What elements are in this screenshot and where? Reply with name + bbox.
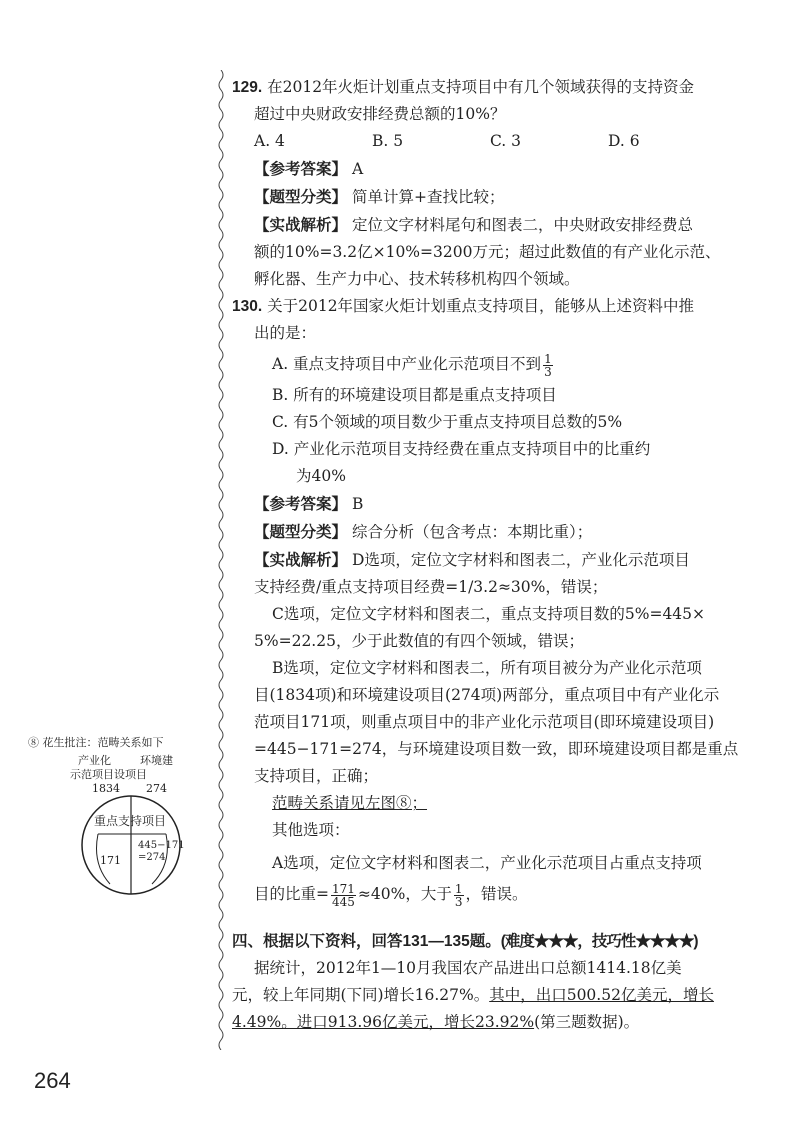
section4-para-line1: 据统计，2012年1—10月我国农产品进出口总额1414.18亿美 xyxy=(254,959,682,977)
venn-calc-line2: =274 xyxy=(138,852,166,863)
venn-count-environment: 274 xyxy=(146,782,167,795)
q130-number: 130. xyxy=(232,298,263,315)
q130-analysis-d1: D选项，定位文字材料和图表二，产业化示范项目 xyxy=(351,551,690,569)
fraction-171-445 xyxy=(331,883,356,908)
fraction-one-third xyxy=(454,883,464,908)
section4-para-line3 xyxy=(232,1009,732,1036)
page-number: 264 xyxy=(34,1068,71,1093)
q130-analysis-b4: =445−171=274，与环境建设项目数一致，即环境建设项目都是重点 xyxy=(254,740,739,758)
text-fragment: 元，较上年同期(下同)增长16.27%。 xyxy=(232,986,490,1004)
q130-venn-note: 范畴关系请见左图⑧； xyxy=(272,794,428,812)
q129-stem-line2: 超过中央财政安排经费总额的10%？ xyxy=(254,105,506,123)
q130-option-a-text: A. 重点支持项目中产业化示范项目不到 xyxy=(272,355,542,373)
q129-number: 129. xyxy=(232,79,263,96)
fraction-numerator: 1 xyxy=(544,351,552,366)
q129-option-c: C. 3 xyxy=(490,132,522,150)
venn-label-industrial: 产业化 xyxy=(78,754,111,767)
fraction-numerator: 1 xyxy=(454,881,463,896)
q129-analysis-line2: 额的10%=3.2亿×10%=3200万元；超过此数值的有产业化示范、 xyxy=(254,243,721,261)
venn-calc-line1: 445−171 xyxy=(138,840,185,851)
q130-analysis-b2: 目(1834项)和环境建设项目(274项)两部分，重点项目中有产业化示 xyxy=(254,686,720,704)
q130-analysis-b5: 支持项目，正确； xyxy=(254,767,379,785)
q130-analysis-b1: B选项，定位文字材料和图表二，所有项目被分为产业化示范项 xyxy=(272,659,702,677)
q129-stem xyxy=(232,74,732,101)
q130-other-options: 其他选项： xyxy=(272,821,350,839)
q130-option-c: C. 有5个领域的项目数少于重点支持项目总数的5% xyxy=(272,413,623,431)
text-fragment: (第三题数据)。 xyxy=(534,1013,640,1031)
text-fragment: ，错误。 xyxy=(465,885,528,903)
venn-count-171: 171 xyxy=(100,854,121,867)
q130-answer-value: B xyxy=(351,495,364,513)
type-tag: 【题型分类】 xyxy=(254,522,348,541)
q129-analysis xyxy=(232,211,732,239)
main-content xyxy=(232,74,739,1036)
q130-option-a xyxy=(232,351,732,378)
section4-title-text: 四、根据以下资料，回答131—135题。 xyxy=(232,933,501,950)
section4-difficulty: (难度★★★，技巧性★★★★) xyxy=(500,933,698,950)
venn-label-environment: 环境建 xyxy=(140,754,173,767)
text-fragment: ≈40%，大于 xyxy=(357,885,452,903)
q130-analysis-d2: 支持经费/重点支持项目经费=1/3.2≈30%，错误； xyxy=(254,578,608,596)
answer-tag: 【参考答案】 xyxy=(254,159,348,178)
side-note-title: ⑧ 花生批注：范畴关系如下 xyxy=(28,736,164,749)
q129-stem-line1: 在2012年火炬计划重点支持项目中有几个领域获得的支持资金 xyxy=(267,78,695,96)
q129-answer-value: A xyxy=(351,160,364,178)
fraction-one-third xyxy=(543,353,553,378)
analysis-tag: 【实战解析】 xyxy=(254,550,348,569)
q130-analysis-c2: 5%=22.25，少于此数值的有四个领域，错误； xyxy=(254,632,584,650)
analysis-tag: 【实战解析】 xyxy=(254,215,348,234)
q130-option-b: B. 所有的环境建设项目都是重点支持项目 xyxy=(272,386,557,404)
venn-count-industrial: 1834 xyxy=(92,782,120,795)
q130-type-value: 综合分析（包含考点：本期比重）； xyxy=(351,523,593,541)
section4-title xyxy=(232,928,732,955)
q130-type xyxy=(232,518,732,546)
q129-type-value: 简单计算+查找比较； xyxy=(351,188,505,206)
q129-options xyxy=(232,128,732,155)
q130-answer xyxy=(232,490,732,518)
underlined-text: 4.49%。进口913.96亿美元，增长23.92% xyxy=(232,1013,535,1031)
q129-answer xyxy=(232,155,732,183)
venn-inner-label: 重点支持项目 xyxy=(94,814,167,828)
q129-type xyxy=(232,183,732,211)
q129-option-b: B. 5 xyxy=(372,132,404,150)
fraction-denominator: 3 xyxy=(544,364,552,379)
fraction-denominator: 445 xyxy=(332,894,355,909)
q130-analysis-c1: C选项，定位文字材料和图表二，重点支持项目数的5%=445× xyxy=(272,605,706,623)
q130-option-d-line1: D. 产业化示范项目支持经费在重点支持项目中的比重约 xyxy=(272,440,651,458)
fraction-denominator: 3 xyxy=(454,894,463,909)
q130-option-d-line2: 为40% xyxy=(296,467,346,485)
underlined-text: 其中，出口500.52亿美元，增长 xyxy=(489,986,714,1004)
text-fragment: 目的比重= xyxy=(254,885,329,903)
q130-analysis-a2 xyxy=(232,881,732,908)
fraction-numerator: 171 xyxy=(332,881,355,896)
section4-para-line2 xyxy=(232,982,732,1009)
venn-label-subheads: 示范项目设项目 xyxy=(70,768,147,781)
q130-analysis xyxy=(232,546,732,574)
q129-option-a: A. 4 xyxy=(254,132,285,150)
margin-wavy-line xyxy=(217,70,225,1050)
q130-analysis-a1: A选项，定位文字材料和图表二，产业化示范项目占重点支持项 xyxy=(272,854,702,872)
q129-option-d: D. 6 xyxy=(608,132,640,150)
type-tag: 【题型分类】 xyxy=(254,187,348,206)
q129-analysis-line3: 孵化器、生产力中心、技术转移机构四个领域。 xyxy=(254,270,580,288)
q130-analysis-b3: 范项目171项，则重点项目中的非产业化示范项目(即环境建设项目) xyxy=(254,713,715,731)
q130-stem-line2: 出的是： xyxy=(254,324,317,342)
venn-count-274 xyxy=(138,840,185,864)
q130-stem xyxy=(232,293,732,320)
q130-stem-line1: 关于2012年国家火炬计划重点支持项目，能够从上述资料中推 xyxy=(267,297,695,315)
q129-analysis-line1: 定位文字材料尾句和图表二，中央财政安排经费总 xyxy=(351,216,693,234)
answer-tag: 【参考答案】 xyxy=(254,494,348,513)
